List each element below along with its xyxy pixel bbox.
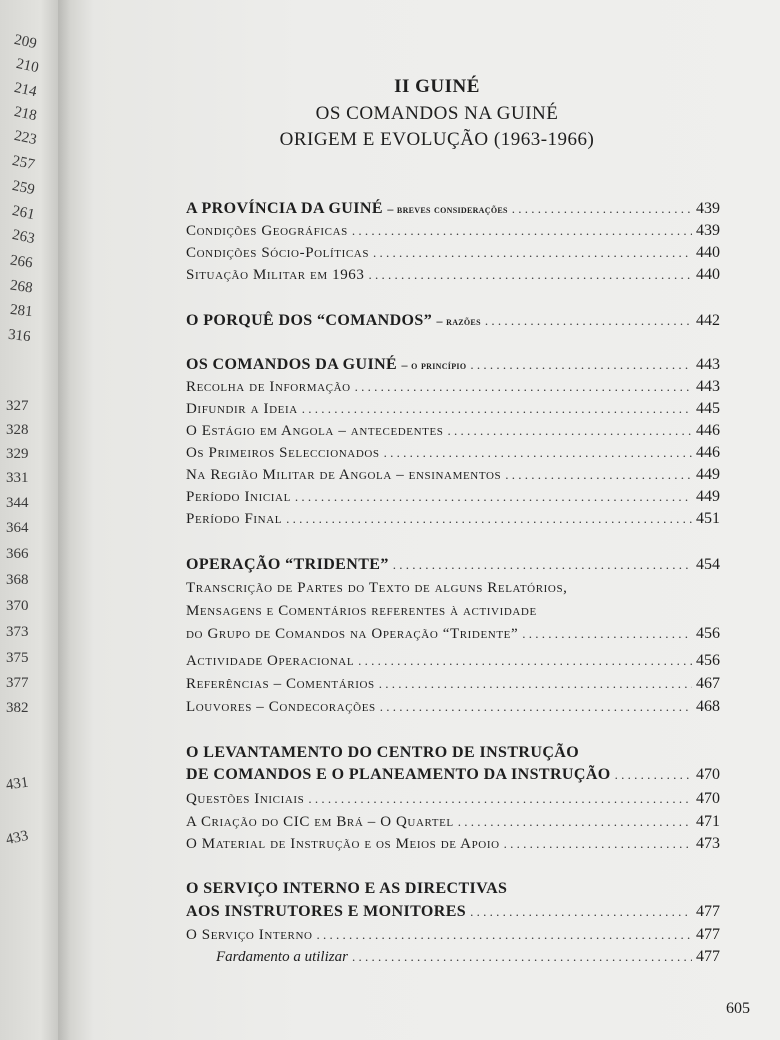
left-page-number: 328 bbox=[6, 422, 29, 438]
toc-section bbox=[186, 766, 720, 788]
dot-leader bbox=[352, 223, 692, 239]
toc-entry bbox=[186, 835, 720, 857]
chapter-subtitle-2: ORIGEM E EVOLUÇÃO (1963-1966) bbox=[279, 129, 595, 150]
dot-leader bbox=[380, 699, 692, 715]
left-page-number: 366 bbox=[6, 546, 29, 562]
page-number: 456 bbox=[696, 625, 720, 642]
toc-entry bbox=[186, 466, 720, 488]
entry-title: Os Primeiros Seleccionados bbox=[186, 445, 380, 461]
left-page-number: 375 bbox=[6, 650, 29, 666]
left-page-number: 373 bbox=[6, 624, 29, 640]
entry-title: Período Inicial bbox=[186, 489, 291, 505]
dot-leader bbox=[286, 511, 692, 527]
left-page-number: 259 bbox=[10, 177, 37, 199]
dot-leader bbox=[358, 653, 692, 669]
section-title: OS COMANDOS DA GUINÉ bbox=[186, 356, 398, 373]
toc-entry bbox=[186, 244, 720, 266]
dot-leader bbox=[470, 357, 692, 373]
dot-leader bbox=[295, 489, 692, 505]
entry-title: A Criação do CIC em Brá – O Quartel bbox=[186, 814, 454, 830]
left-page-number: 368 bbox=[6, 572, 29, 588]
section-suffix: – breves considerações bbox=[387, 202, 508, 216]
toc-entry bbox=[186, 813, 720, 835]
book-gutter bbox=[58, 0, 94, 1040]
entry-title: Louvores – Condecorações bbox=[186, 699, 376, 715]
left-page-number: 327 bbox=[6, 398, 29, 414]
section-title-line: O SERVIÇO INTERNO E AS DIRECTIVAS bbox=[186, 880, 508, 897]
dot-leader bbox=[393, 557, 692, 573]
toc-section bbox=[186, 356, 720, 378]
toc-entry bbox=[186, 488, 720, 510]
page-number: 451 bbox=[696, 510, 720, 527]
entry-title: Condições Geográficas bbox=[186, 223, 348, 239]
section-title: DE COMANDOS E O PLANEAMENTO DA INSTRUÇÃO bbox=[186, 766, 611, 783]
left-page-number: 257 bbox=[10, 152, 37, 174]
page-number: 440 bbox=[696, 266, 720, 283]
dot-leader bbox=[355, 379, 692, 395]
toc-entry bbox=[186, 675, 720, 697]
entry-title: O Estágio em Angola – antecedentes bbox=[186, 423, 444, 439]
left-page-number: 261 bbox=[10, 202, 37, 224]
entry-title: do Grupo de Comandos na Operação “Tridente” bbox=[186, 626, 519, 642]
dot-leader bbox=[485, 313, 692, 329]
page-number: 456 bbox=[696, 652, 720, 669]
page-number: 443 bbox=[696, 356, 720, 373]
page-number: 449 bbox=[696, 466, 720, 483]
dot-leader bbox=[369, 267, 693, 283]
entry-title: Condições Sócio-Políticas bbox=[186, 245, 370, 261]
entry-title: O Material de Instrução e os Meios de Apoio bbox=[186, 836, 500, 852]
toc-subentry bbox=[216, 948, 720, 970]
dot-leader bbox=[448, 423, 692, 439]
dot-leader bbox=[615, 767, 692, 783]
left-page-number: 316 bbox=[7, 326, 32, 346]
section-title: O PORQUÊ DOS “COMANDOS” bbox=[186, 312, 433, 329]
entry-text-line: Transcrição de Partes do Texto de alguns Relatórios, bbox=[186, 580, 568, 596]
dot-leader bbox=[505, 467, 692, 483]
section-title: A PROVÍNCIA DA GUINÉ bbox=[186, 200, 383, 217]
left-page-number: 223 bbox=[12, 127, 39, 149]
left-page-number: 263 bbox=[10, 226, 37, 248]
left-page-number: 364 bbox=[6, 520, 29, 536]
toc-entry bbox=[186, 444, 720, 466]
left-page-number: 370 bbox=[6, 598, 29, 614]
page-number: 439 bbox=[696, 200, 720, 217]
section-title: AOS INSTRUTORES E MONITORES bbox=[186, 903, 467, 920]
toc-section bbox=[186, 312, 720, 334]
left-page-number: 209 bbox=[12, 31, 39, 53]
toc-section bbox=[186, 903, 720, 925]
page-number: 470 bbox=[696, 790, 720, 807]
section-title-line: O LEVANTAMENTO DO CENTRO DE INSTRUÇÃO bbox=[186, 744, 580, 761]
toc-entry bbox=[186, 510, 720, 532]
chapter-subtitle: OS COMANDOS NA GUINÉ bbox=[315, 103, 559, 124]
dot-leader bbox=[352, 949, 692, 965]
entry-title: Actividade Operacional bbox=[186, 653, 355, 669]
dot-leader bbox=[458, 814, 692, 830]
toc-entry bbox=[186, 625, 720, 647]
previous-page-edge bbox=[0, 0, 58, 1040]
left-page-number: 281 bbox=[9, 301, 34, 321]
page-number: 445 bbox=[696, 400, 720, 417]
left-page-number: 331 bbox=[6, 470, 29, 486]
toc-entry bbox=[186, 400, 720, 422]
page-number: 477 bbox=[696, 903, 720, 920]
folio-page-number: 605 bbox=[726, 1000, 750, 1017]
page-number: 468 bbox=[696, 698, 720, 715]
entry-title: Na Região Militar de Angola – ensinamentos bbox=[186, 467, 502, 483]
entry-title: Recolha de Informação bbox=[186, 379, 351, 395]
toc-section bbox=[186, 200, 720, 222]
left-page-number: 266 bbox=[9, 252, 34, 272]
entry-title: Referências – Comentários bbox=[186, 676, 375, 692]
page-number: 440 bbox=[696, 244, 720, 261]
page-number: 477 bbox=[696, 926, 720, 943]
entry-title: Fardamento a utilizar bbox=[216, 949, 348, 965]
entry-title: Difundir a Ideia bbox=[186, 401, 298, 417]
dot-leader bbox=[308, 791, 692, 807]
dot-leader bbox=[512, 201, 692, 217]
page-number: 446 bbox=[696, 444, 720, 461]
dot-leader bbox=[373, 245, 692, 261]
page-number: 449 bbox=[696, 488, 720, 505]
entry-title: Situação Militar em 1963 bbox=[186, 267, 365, 283]
dot-leader bbox=[317, 927, 692, 943]
left-page-number: 210 bbox=[14, 55, 41, 77]
page-number: 442 bbox=[696, 312, 720, 329]
left-page-number: 218 bbox=[12, 103, 39, 125]
section-suffix: – o princípio bbox=[401, 358, 467, 372]
page-number: 471 bbox=[696, 813, 720, 830]
page-number: 443 bbox=[696, 378, 720, 395]
left-page-number: 344 bbox=[6, 495, 29, 511]
dot-leader bbox=[522, 626, 692, 642]
page-number: 439 bbox=[696, 222, 720, 239]
dot-leader bbox=[504, 836, 692, 852]
chapter-title: II GUINÉ bbox=[394, 76, 480, 97]
dot-leader bbox=[384, 445, 692, 461]
page-number: 467 bbox=[696, 675, 720, 692]
entry-title: O Serviço Interno bbox=[186, 927, 313, 943]
left-page-number: 329 bbox=[6, 446, 29, 462]
toc-entry bbox=[186, 422, 720, 444]
section-title: OPERAÇÃO “TRIDENTE” bbox=[186, 556, 389, 573]
left-page-number: 214 bbox=[12, 79, 39, 101]
left-page-number: 382 bbox=[6, 700, 29, 716]
page-number: 470 bbox=[696, 766, 720, 783]
dot-leader bbox=[379, 676, 692, 692]
toc-entry bbox=[186, 652, 720, 674]
toc-entry bbox=[186, 698, 720, 720]
left-page-number: 377 bbox=[6, 675, 29, 691]
toc-entry bbox=[186, 378, 720, 400]
left-page-number: 433 bbox=[4, 827, 30, 849]
left-page-number: 268 bbox=[9, 277, 34, 297]
page-number: 473 bbox=[696, 835, 720, 852]
entry-title: Questões Iniciais bbox=[186, 791, 305, 807]
dot-leader bbox=[470, 904, 692, 920]
toc-entry bbox=[186, 266, 720, 288]
toc-entry bbox=[186, 222, 720, 244]
dot-leader bbox=[302, 401, 692, 417]
page-number: 446 bbox=[696, 422, 720, 439]
entry-text-line: Mensagens e Comentários referentes à actividade bbox=[186, 603, 537, 619]
left-page-number: 431 bbox=[4, 774, 30, 794]
toc-entry bbox=[186, 790, 720, 812]
toc-entry bbox=[186, 926, 720, 948]
entry-title: Período Final bbox=[186, 511, 283, 527]
toc-section bbox=[186, 556, 720, 578]
page-number: 477 bbox=[696, 948, 720, 965]
section-suffix: – razões bbox=[436, 314, 481, 328]
page-number: 454 bbox=[696, 556, 720, 573]
